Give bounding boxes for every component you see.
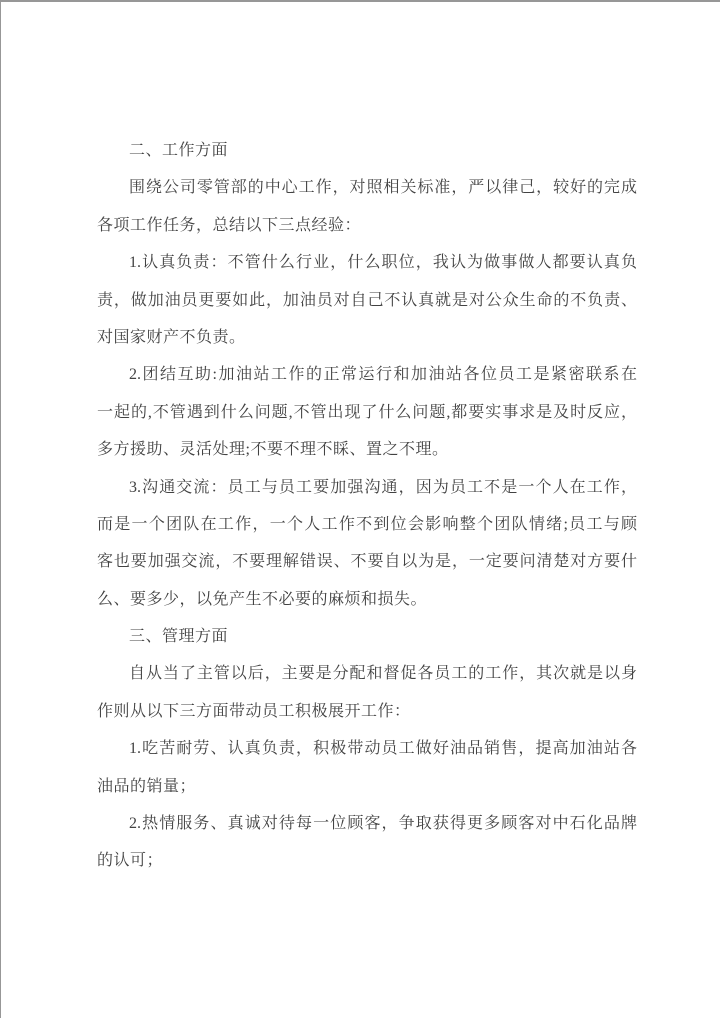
text-line: 作则从以下三方面带动员工积极展开工作： [97, 702, 411, 720]
text-line: 2.团结互助:加油站工作的正常运行和加油站各位员工是紧密联系在 [129, 366, 637, 384]
text-line: 1.吃苦耐劳、认真负责，积极带动员工做好油品销售，提高加油站各 [129, 740, 637, 758]
section-heading: 二、工作方面 [129, 142, 229, 159]
text-line: 2.热情服务、真诚对待每一位顾客，争取获得更多顾客对中石化品牌 [129, 815, 637, 833]
text-line: 各项工作任务，总结以下三点经验： [97, 216, 362, 234]
text-line: 围绕公司零管部的中心工作，对照相关标准，严以律己，较好的完成 [129, 179, 637, 197]
text-line: 1.认真负责：不管什么行业，什么职位，我认为做事做人都要认真负 [129, 254, 637, 272]
text-line: 3.沟通交流：员工与员工要加强沟通，因为员工不是一个人在工作， [129, 478, 637, 496]
text-line: 多方援助、灵活处理;不要不理不睬、置之不理。 [97, 441, 449, 459]
text-line: 责，做加油员更要如此，加油员对自己不认真就是对公众生命的不负责、 [97, 291, 637, 309]
section-heading: 三、管理方面 [129, 628, 229, 646]
text-line: 自从当了主管以后，主要是分配和督促各员工的工作，其次就是以身 [129, 665, 637, 683]
text-line: 对国家财产不负责。 [97, 328, 246, 346]
text-line: 的认可； [97, 852, 164, 870]
text-line: 么、要多少，以免产生不必要的麻烦和损失。 [97, 590, 428, 608]
text-line: 油品的销量； [97, 777, 197, 795]
text-line: 而是一个团队在工作，一个人工作不到位会影响整个团队情绪;员工与顾 [97, 515, 637, 533]
text-line: 客也要加强交流，不要理解错误、不要自以为是，一定要问清楚对方要什 [97, 553, 637, 571]
document-content [97, 132, 637, 880]
text-line: 一起的,不管遇到什么问题,不管出现了什么问题,都要实事求是及时反应， [97, 403, 637, 421]
